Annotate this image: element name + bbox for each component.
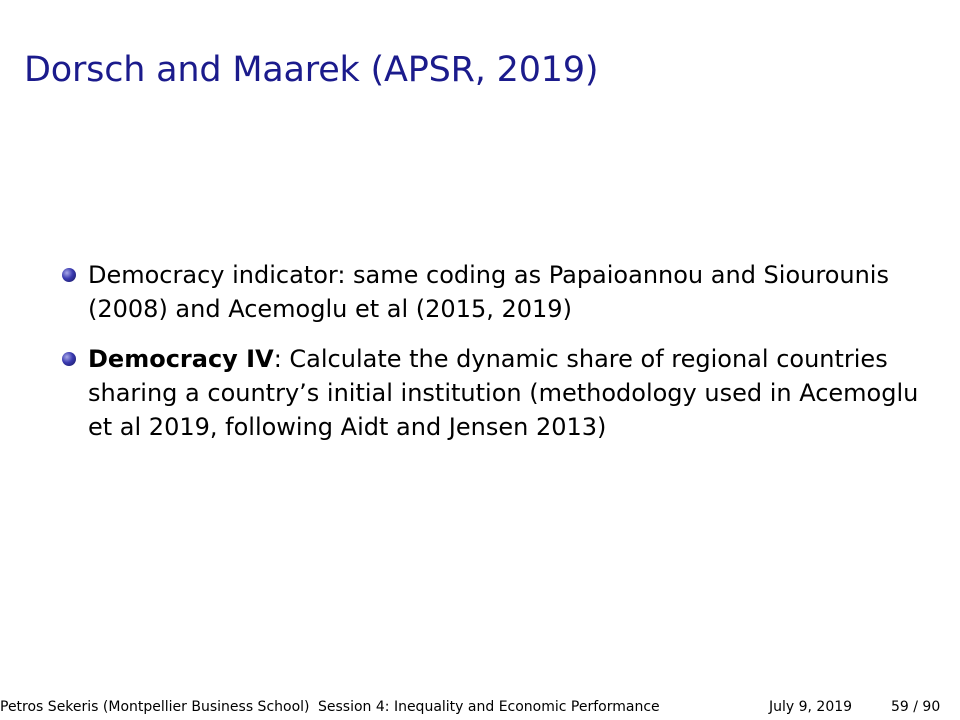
bullet-icon (62, 352, 76, 366)
bullet-text: Democracy indicator: same coding as Papaioannou and Siourounis (2008) and Acemoglu et al (2015, 2019) (88, 261, 889, 323)
footer-date: July 9, 2019 (769, 699, 853, 715)
footer-session: Session 4: Inequality and Economic Performance (318, 699, 660, 715)
slide-title: Dorsch and Maarek (APSR, 2019) (24, 50, 599, 90)
bullet-item-democracy-indicator (62, 258, 932, 326)
bullet-text: : Calculate the dynamic share of regional countries sharing a country’s initial institution (methodology used in Acemoglu et al 2019, following Aidt and Jensen 2013) (88, 345, 919, 441)
footer-page-number: 59 / 90 (891, 699, 941, 715)
bullet-item-democracy-iv (62, 342, 932, 444)
bullet-bold-label: Democracy IV (88, 345, 274, 373)
footer-author: Petros Sekeris (Montpellier Business School) (0, 699, 310, 715)
bullet-list (62, 258, 932, 460)
bullet-icon (62, 268, 76, 282)
footer (0, 699, 960, 717)
